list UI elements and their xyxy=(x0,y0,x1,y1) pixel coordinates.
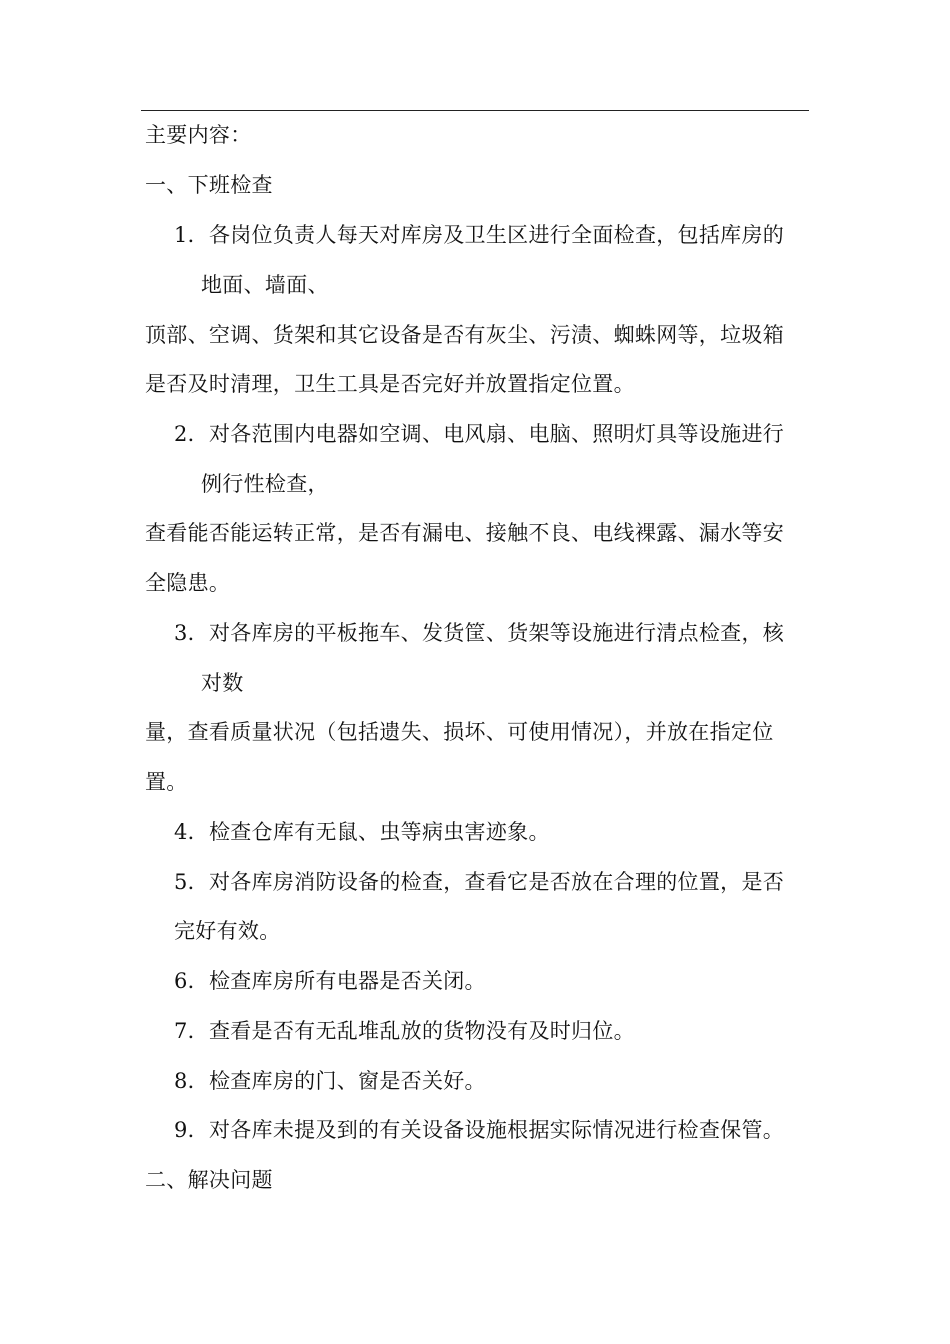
item-2-line-4: 全隐患。 xyxy=(145,571,231,595)
item-2-line-1: 2．对各范围内电器如空调、电风扇、电脑、照明灯具等设施进行 xyxy=(174,422,785,446)
content-heading: 主要内容： xyxy=(145,123,252,147)
item-3-line-3: 量，查看质量状况（包括遗失、损坏、可使用情况），并放在指定位 xyxy=(145,720,774,744)
item-6-line-1: 6．检查库房所有电器是否关闭。 xyxy=(174,969,486,993)
item-2-line-2: 例行性检查， xyxy=(201,472,329,496)
section-title-2: 二、解决问题 xyxy=(145,1168,273,1192)
section-title-1: 一、下班检查 xyxy=(145,173,273,197)
item-1-line-2: 地面、墙面、 xyxy=(201,273,329,297)
item-7-line-1: 7．查看是否有无乱堆乱放的货物没有及时归位。 xyxy=(174,1019,635,1043)
item-2-line-3: 查看能否能运转正常，是否有漏电、接触不良、电线裸露、漏水等安 xyxy=(145,521,784,545)
item-8-line-1: 8．检查库房的门、窗是否关好。 xyxy=(174,1069,486,1093)
header-rule xyxy=(141,110,809,111)
item-1-line-4: 是否及时清理，卫生工具是否完好并放置指定位置。 xyxy=(145,372,635,396)
item-3-line-4: 置。 xyxy=(145,770,188,794)
item-1-line-1: 1．各岗位负责人每天对库房及卫生区进行全面检查，包括库房的 xyxy=(174,223,785,247)
item-9-line-1: 9．对各库未提及到的有关设备设施根据实际情况进行检查保管。 xyxy=(174,1118,785,1142)
item-4-line-1: 4．检查仓库有无鼠、虫等病虫害迹象。 xyxy=(174,820,550,844)
item-5-line-1: 5．对各库房消防设备的检查，查看它是否放在合理的位置，是否 xyxy=(174,870,785,894)
item-3-line-2: 对数 xyxy=(201,671,244,695)
item-1-line-3: 顶部、空调、货架和其它设备是否有灰尘、污渍、蜘蛛网等，垃圾箱 xyxy=(145,323,784,347)
item-3-line-1: 3．对各库房的平板拖车、发货筐、货架等设施进行清点检查，核 xyxy=(174,621,785,645)
item-5-line-2: 完好有效。 xyxy=(174,919,281,943)
